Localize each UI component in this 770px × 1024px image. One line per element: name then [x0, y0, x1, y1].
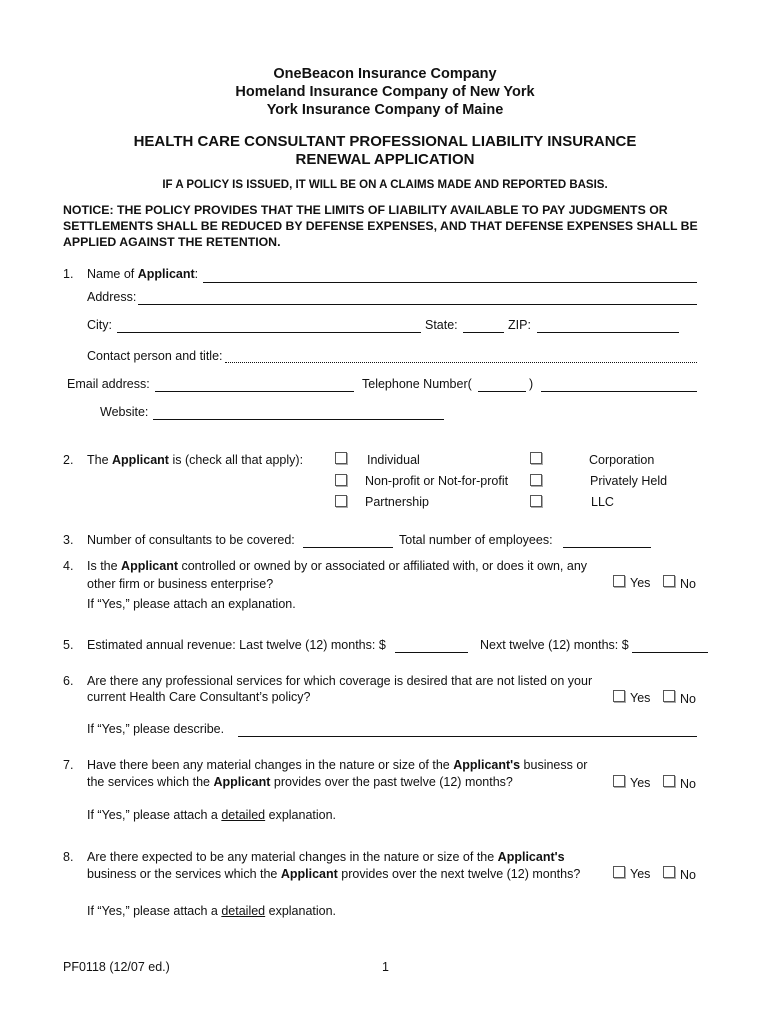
applicant-name-field[interactable]	[203, 282, 697, 283]
q7-line3: If “Yes,” please attach a detailed explanation.	[87, 808, 337, 822]
q7-yes-checkbox[interactable]	[613, 775, 625, 787]
q6-yes-checkbox[interactable]	[613, 690, 625, 702]
telephone-close-paren: )	[529, 377, 534, 391]
form-title-line2: RENEWAL APPLICATION	[295, 151, 475, 168]
q1-name-label: Name of Applicant:	[87, 267, 199, 281]
checkbox-non-profit[interactable]	[335, 474, 347, 486]
q8-yes-label: Yes	[630, 867, 651, 881]
notice-line1: NOTICE: THE POLICY PROVIDES THAT THE LIMITS OF LIABILITY AVAILABLE TO PAY JUDGMENTS OR	[63, 203, 668, 217]
q8-line2: business or the services which the Applicant provides over the next twelve (12) months?	[87, 867, 581, 881]
q4-line2: other firm or business enterprise?	[87, 577, 274, 591]
city-label: City:	[87, 318, 112, 332]
revenue-next-field[interactable]	[632, 652, 708, 653]
website-label: Website:	[100, 405, 149, 419]
checkbox-partnership[interactable]	[335, 495, 347, 507]
q2-label: The Applicant is (check all that apply):	[87, 453, 304, 467]
q5-number: 5.	[63, 638, 74, 652]
company-name-3: York Insurance Company of Maine	[266, 102, 504, 118]
q1-number: 1.	[63, 267, 74, 281]
q7-no-label: No	[680, 777, 696, 791]
city-field[interactable]	[117, 332, 421, 333]
q4-line1: Is the Applicant controlled or owned by or associated or affiliated with, or does it own, any	[87, 559, 588, 573]
q8-yes-checkbox[interactable]	[613, 866, 625, 878]
form-title-line1: HEALTH CARE CONSULTANT PROFESSIONAL LIABILITY INSURANCE	[133, 133, 637, 150]
q7-line2: the services which the Applicant provides over the past twelve (12) months?	[87, 775, 513, 789]
q8-no-label: No	[680, 868, 696, 882]
checkbox-individual[interactable]	[335, 452, 347, 464]
address-label: Address:	[87, 290, 137, 304]
revenue-last-field[interactable]	[395, 652, 468, 653]
claims-basis-statement: IF A POLICY IS ISSUED, IT WILL BE ON A CLAIMS MADE AND REPORTED BASIS.	[162, 179, 608, 191]
employees-label: Total number of employees:	[399, 533, 553, 547]
page-number: 1	[382, 960, 389, 974]
option-partnership: Partnership	[365, 495, 429, 509]
address-field[interactable]	[138, 304, 697, 305]
website-field[interactable]	[153, 419, 444, 420]
contact-label: Contact person and title:	[87, 349, 223, 363]
company-name-2: Homeland Insurance Company of New York	[235, 84, 535, 100]
q4-yes-label: Yes	[630, 576, 651, 590]
checkbox-corporation[interactable]	[530, 452, 542, 464]
state-field[interactable]	[463, 332, 504, 333]
contact-field[interactable]	[225, 362, 697, 363]
q6-no-label: No	[680, 692, 696, 706]
q8-line1: Are there expected to be any material changes in the nature or size of the Applicant's	[87, 850, 565, 864]
option-non-profit: Non-profit or Not-for-profit	[365, 474, 509, 488]
q8-number: 8.	[63, 850, 74, 864]
q7-number: 7.	[63, 758, 74, 772]
q2-number: 2.	[63, 453, 74, 467]
zip-field[interactable]	[537, 332, 679, 333]
telephone-label: Telephone Number(	[362, 377, 472, 391]
q6-line3: If “Yes,” please describe.	[87, 722, 225, 736]
q6-number: 6.	[63, 674, 74, 688]
q6-no-checkbox[interactable]	[663, 690, 675, 702]
q4-yes-checkbox[interactable]	[613, 575, 625, 587]
q4-line3: If “Yes,” please attach an explanation.	[87, 597, 296, 611]
q6-yes-label: Yes	[630, 691, 651, 705]
notice-line2: SETTLEMENTS SHALL BE REDUCED BY DEFENSE EXPENSES, AND THAT DEFENSE EXPENSES SHALL BE	[63, 219, 698, 233]
employees-field[interactable]	[563, 547, 651, 548]
q7-yes-label: Yes	[630, 776, 651, 790]
revenue-last-label: Estimated annual revenue: Last twelve (12) months: $	[87, 638, 386, 652]
q7-line1: Have there been any material changes in the nature or size of the Applicant's business or	[87, 758, 588, 772]
option-corporation: Corporation	[589, 453, 655, 467]
option-individual: Individual	[367, 453, 420, 467]
q4-no-checkbox[interactable]	[663, 575, 675, 587]
consultants-field[interactable]	[303, 547, 393, 548]
consultants-label: Number of consultants to be covered:	[87, 533, 295, 547]
state-label: State:	[425, 318, 458, 332]
q6-line2: current Health Care Consultant’s policy?	[87, 690, 311, 704]
q4-number: 4.	[63, 559, 74, 573]
checkbox-llc[interactable]	[530, 495, 542, 507]
form-id: PF0118 (12/07 ed.)	[63, 960, 170, 974]
q8-no-checkbox[interactable]	[663, 866, 675, 878]
checkbox-privately-held[interactable]	[530, 474, 542, 486]
notice-line3: APPLIED AGAINST THE RETENTION.	[63, 235, 281, 249]
q4-no-label: No	[680, 577, 696, 591]
email-field[interactable]	[155, 391, 354, 392]
area-code-field[interactable]	[478, 391, 526, 392]
q6-line1: Are there any professional services for which coverage is desired that are not listed on your	[87, 674, 593, 688]
q6-describe-field[interactable]	[238, 736, 697, 737]
q3-number: 3.	[63, 533, 74, 547]
option-privately-held: Privately Held	[590, 474, 668, 488]
q7-no-checkbox[interactable]	[663, 775, 675, 787]
email-label: Email address:	[67, 377, 150, 391]
zip-label: ZIP:	[508, 318, 531, 332]
revenue-next-label: Next twelve (12) months: $	[480, 638, 629, 652]
company-name-1: OneBeacon Insurance Company	[273, 66, 497, 82]
telephone-field[interactable]	[541, 391, 697, 392]
q8-line3: If “Yes,” please attach a detailed explanation.	[87, 904, 337, 918]
option-llc: LLC	[591, 495, 614, 509]
